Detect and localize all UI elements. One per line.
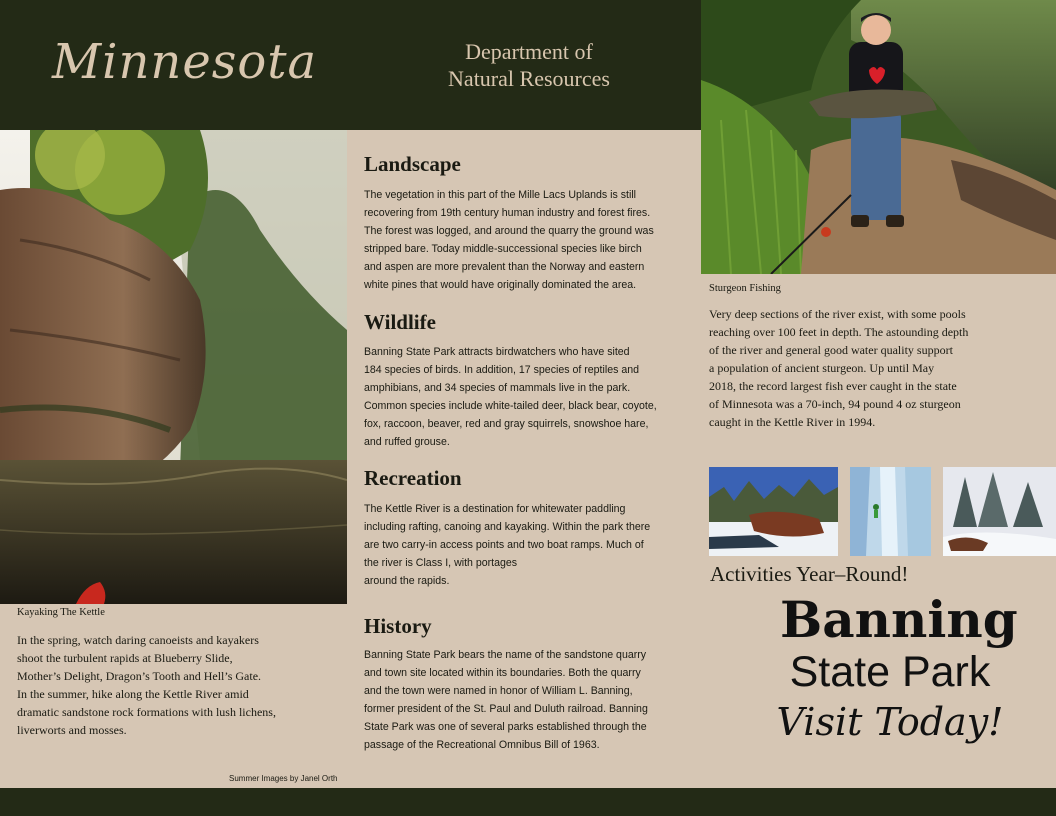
text-line: Banning State Park bears the name of the sandstone quarry [364,649,647,661]
text-line: recovering from 19th century human industry and forest fires. [364,207,651,219]
text-line: fox, raccoon, beaver, red and gray squirrels, snowshoe hare, [364,418,649,430]
recreation-heading: Recreation [364,466,462,490]
text-line: the river is Class I, with portages [364,557,518,569]
text-line: In the spring, watch daring canoeists and kayakers [17,633,259,647]
text-line: liverworts and mosses. [17,723,127,737]
text-line: caught in the Kettle River in 1994. [709,415,876,429]
text-line: amphibians, and 34 species of mammals live in the park. [364,382,631,394]
text-line: passage of the Recreational Omnibus Bill of 1963. [364,739,600,751]
snowy-forest-illustration [943,467,1056,556]
ice-climbing-thumbnail [850,467,931,556]
text-line: In the summer, hike along the Kettle River amid [17,687,249,701]
text-line: former president of the St. Paul and Duluth railroad. Banning [364,703,648,715]
history-text [364,646,686,754]
wildlife-text [364,343,686,451]
text-line: Mother’s Delight, Dragon’s Tooth and Hell’s Gate. [17,669,262,683]
text-line: and town site located within its boundaries. Both the quarry [364,667,641,679]
text-line: and the town were named in honor of William L. Banning, [364,685,633,697]
sturgeon-photo-illustration [701,0,1056,274]
text-line: 184 species of birds. In addition, 17 species of reptiles and [364,364,640,376]
text-line: including rafting, canoing and kayaking. Within the park there [364,521,651,533]
text-line: shoot the turbulent rapids at Blueberry Slide, [17,651,233,665]
text-line: stripped bare. Today middle-successional species like birch [364,243,642,255]
text-line: a population of ancient sturgeon. Up until May [709,361,935,375]
sturgeon-caption: Sturgeon Fishing [709,283,781,294]
text-line: Very deep sections of the river exist, with some pools [709,307,966,321]
winter-river-illustration [709,467,838,556]
visit-today-tagline: Visit Today! [776,700,1004,744]
text-line: white pines that would have originally dominated the area. [364,279,637,291]
text-line: of Minnesota was a 70-inch, 94 pound 4 oz sturgeon [709,397,961,411]
snowy-forest-thumbnail [943,467,1056,556]
text-line: Banning State Park attracts birdwatchers who have sited [364,346,630,358]
banning-title: Banning [780,590,1018,649]
department-line-2: Natural Resources [448,66,610,91]
minnesota-wordmark: Minnesota [52,34,318,90]
activities-year-round-text: Activities Year–Round! [710,562,909,586]
text-line: The vegetation in this part of the Mille Lacs Uplands is still [364,189,637,201]
recreation-text [364,500,686,590]
text-line: The forest was logged, and around the quarry the ground was [364,225,654,237]
wildlife-heading: Wildlife [364,310,436,334]
header-bar [0,0,701,130]
text-line: and aspen are more prevalent than the Norway and eastern [364,261,645,273]
text-line: are two carry-in access points and two boat ramps. Much of [364,539,644,551]
right-body-text [709,305,999,431]
winter-river-thumbnail [709,467,838,556]
text-line: around the rapids. [364,575,450,587]
department-line-1: Department of [465,39,593,64]
text-line: reaching over 100 feet in depth. The astounding depth [709,325,969,339]
landscape-text [364,186,686,294]
text-line: of the river and general good water quality support [709,343,953,357]
text-line: 2018, the record largest fish ever caught in the state [709,379,957,393]
text-line: Common species include white-tailed deer, black bear, coyote, [364,400,657,412]
text-line: The Kettle River is a destination for whitewater paddling [364,503,626,515]
kayaking-photo [0,130,347,604]
footer-bar [0,788,1056,816]
text-line: State Park was one of several parks established through the [364,721,647,733]
text-line: and ruffed grouse. [364,436,450,448]
kayaking-photo-illustration [0,130,347,604]
state-park-title: State Park [789,648,991,696]
ice-climbing-illustration [850,467,931,556]
sturgeon-photo [701,0,1056,274]
left-body-text [17,631,337,739]
department-title [420,38,638,92]
history-heading: History [364,614,432,638]
photo-credit: Summer Images by Janel Orth [229,774,338,783]
kayaking-caption: Kayaking The Kettle [17,607,105,618]
text-line: dramatic sandstone rock formations with lush lichens, [17,705,276,719]
landscape-heading: Landscape [364,152,461,176]
